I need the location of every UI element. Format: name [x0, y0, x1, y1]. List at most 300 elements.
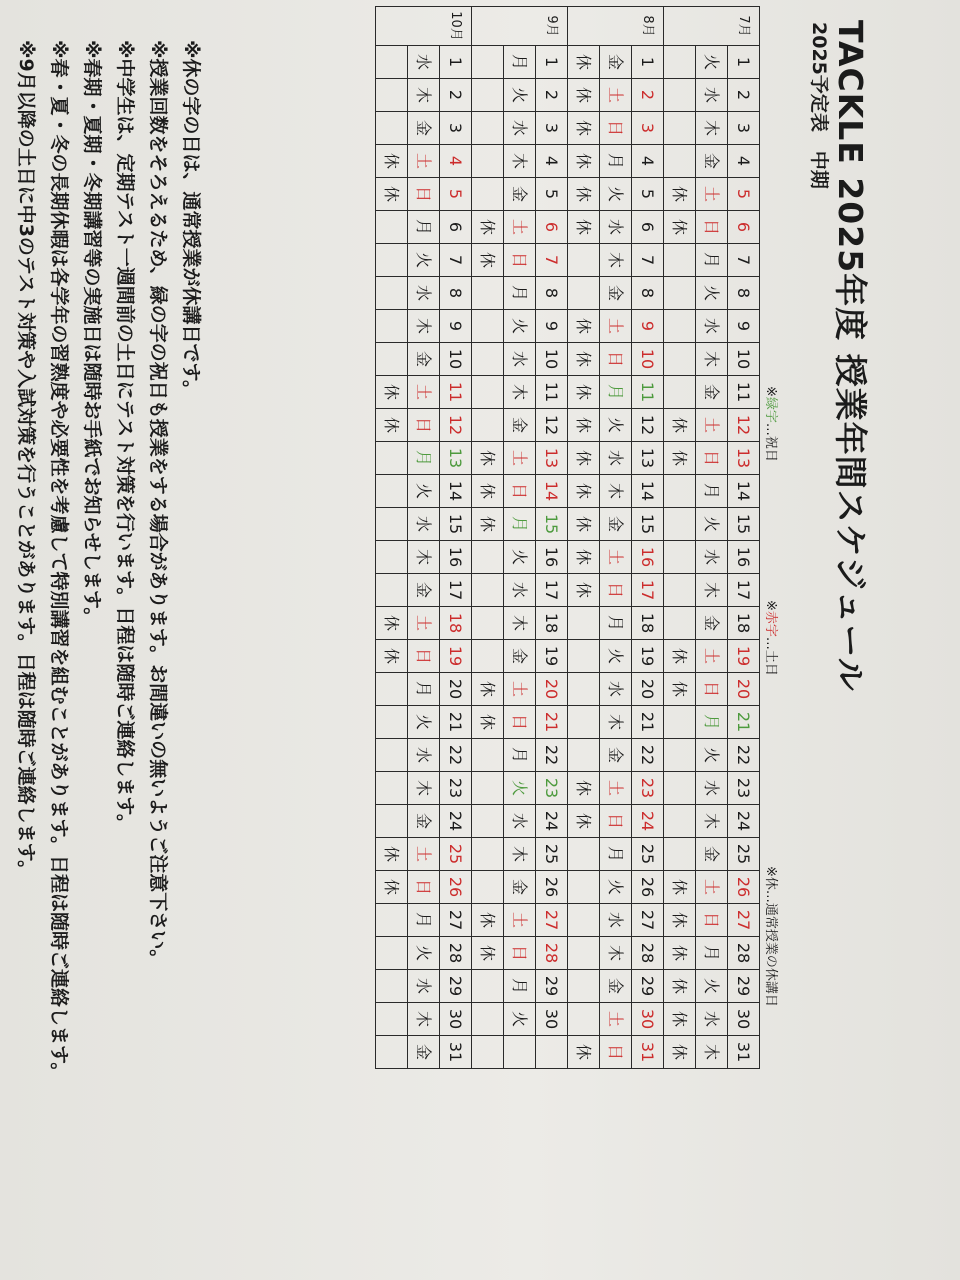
off-day-cell: [568, 706, 600, 739]
off-day-cell: 休: [664, 178, 696, 211]
weekday-cell: 土: [696, 178, 728, 211]
off-day-cell: 休: [376, 871, 408, 904]
date-cell: 3: [536, 112, 568, 145]
off-day-cell: 休: [664, 871, 696, 904]
month-label: 7月: [728, 7, 760, 46]
off-day-cell: [376, 79, 408, 112]
weekday-cell: 火: [696, 970, 728, 1003]
off-day-cell: [664, 508, 696, 541]
weekday-cell: 土: [504, 904, 536, 937]
off-day-cell: 休: [568, 112, 600, 145]
note-item: ※春・夏・冬の長期休暇は各学年の習熟度や必要性を考慮して特別講習を組むことがあります。日程は随時ご連絡します。: [48, 40, 70, 1082]
weekday-cell: 火: [504, 772, 536, 805]
weekday-cell: 月: [408, 442, 440, 475]
weekday-cell: 日: [696, 673, 728, 706]
off-day-cell: [472, 277, 504, 310]
weekday-cell: 日: [696, 904, 728, 937]
weekday-cell: 日: [408, 640, 440, 673]
off-day-cell: [472, 79, 504, 112]
month-row: [536, 7, 568, 1069]
date-cell: 2: [440, 79, 472, 112]
off-day-cell: 休: [568, 475, 600, 508]
off-day-cell: 休: [472, 475, 504, 508]
date-cell: 27: [632, 904, 664, 937]
date-cell: 7: [536, 244, 568, 277]
legend-suffix: …祝日: [763, 422, 778, 462]
weekday-cell: 水: [504, 574, 536, 607]
weekday-cell: 火: [696, 46, 728, 79]
weekday-cell: 水: [408, 739, 440, 772]
date-cell: 8: [440, 277, 472, 310]
off-day-cell: 休: [664, 904, 696, 937]
calendar-table: [375, 6, 760, 1069]
weekday-cell: 水: [696, 310, 728, 343]
weekday-cell: 木: [504, 145, 536, 178]
date-cell: 31: [440, 1036, 472, 1069]
legend-colored-text: 緑字: [763, 396, 778, 423]
month-label: 9月: [536, 7, 568, 46]
date-cell: 4: [728, 145, 760, 178]
date-cell: 31: [632, 1036, 664, 1069]
date-cell: 19: [728, 640, 760, 673]
legend-prefix: ※: [763, 866, 778, 877]
date-cell: 15: [536, 508, 568, 541]
date-cell: 18: [536, 607, 568, 640]
date-cell: 21: [536, 706, 568, 739]
off-day-cell: [376, 541, 408, 574]
off-day-cell: [472, 607, 504, 640]
date-cell: 9: [728, 310, 760, 343]
weekday-cell: 木: [408, 79, 440, 112]
off-day-cell: 休: [376, 409, 408, 442]
weekday-cell: 水: [696, 1003, 728, 1036]
weekday-cell: 金: [696, 145, 728, 178]
legend-suffix: …土日: [763, 636, 778, 676]
note-item: ※春期・夏期・冬期講習等の実施日は随時お手紙でお知らせします。: [81, 40, 103, 627]
weekday-cell: 月: [696, 937, 728, 970]
date-cell: 8: [728, 277, 760, 310]
date-cell: 8: [632, 277, 664, 310]
weekday-cell: 水: [696, 79, 728, 112]
off-day-cell: 休: [568, 178, 600, 211]
date-cell: 30: [632, 1003, 664, 1036]
weekday-cell: 木: [600, 706, 632, 739]
off-day-cell: 休: [568, 574, 600, 607]
weekday-cell: 日: [504, 475, 536, 508]
off-day-cell: 休: [568, 376, 600, 409]
off-day-cell: [376, 112, 408, 145]
date-cell: 28: [632, 937, 664, 970]
date-cell: 22: [536, 739, 568, 772]
weekday-cell: 水: [600, 673, 632, 706]
off-day-cell: 休: [568, 772, 600, 805]
date-cell: 21: [728, 706, 760, 739]
off-day-cell: 休: [664, 1036, 696, 1069]
date-cell: 5: [632, 178, 664, 211]
date-cell: 16: [440, 541, 472, 574]
date-cell: 21: [440, 706, 472, 739]
date-cell: 24: [632, 805, 664, 838]
off-day-cell: 休: [568, 541, 600, 574]
month-row: [440, 7, 472, 1069]
off-day-cell: [472, 574, 504, 607]
off-day-cell: 休: [568, 79, 600, 112]
date-cell: 4: [632, 145, 664, 178]
off-day-cell: [664, 805, 696, 838]
off-day-cell: 休: [568, 508, 600, 541]
off-day-cell: 休: [664, 640, 696, 673]
weekday-cell: 月: [600, 838, 632, 871]
weekday-cell: 金: [600, 970, 632, 1003]
date-cell: 14: [728, 475, 760, 508]
date-cell: 26: [728, 871, 760, 904]
weekday-cell: 月: [696, 706, 728, 739]
off-day-cell: [664, 343, 696, 376]
weekday-cell: 水: [408, 508, 440, 541]
weekday-cell: 金: [600, 277, 632, 310]
date-cell: 7: [440, 244, 472, 277]
weekday-cell: 火: [408, 244, 440, 277]
off-day-cell: [568, 1003, 600, 1036]
page-title: TACKLE 2025年度 授業年間スケジュール: [831, 20, 870, 692]
date-cell: 25: [728, 838, 760, 871]
weekday-cell: 日: [504, 706, 536, 739]
off-day-cell: [664, 475, 696, 508]
off-day-cell: 休: [376, 178, 408, 211]
weekday-cell: 日: [408, 178, 440, 211]
off-day-cell: [472, 409, 504, 442]
weekday-cell: 金: [504, 178, 536, 211]
weekday-cell: 金: [408, 805, 440, 838]
weekday-cell: 日: [696, 211, 728, 244]
date-cell: 29: [440, 970, 472, 1003]
weekday-cell: 月: [504, 277, 536, 310]
off-day-cell: [664, 145, 696, 178]
date-cell: 1: [440, 46, 472, 79]
weekday-cell: 日: [504, 244, 536, 277]
date-cell: 6: [728, 211, 760, 244]
off-day-cell: 休: [568, 442, 600, 475]
date-cell: 1: [536, 46, 568, 79]
weekday-cell: 水: [600, 904, 632, 937]
off-day-cell: 休: [376, 607, 408, 640]
off-day-cell: 休: [664, 1003, 696, 1036]
date-cell: 2: [632, 79, 664, 112]
date-cell: 16: [536, 541, 568, 574]
weekday-cell: 水: [504, 805, 536, 838]
off-day-cell: [376, 574, 408, 607]
off-day-cell: [376, 673, 408, 706]
date-cell: 29: [632, 970, 664, 1003]
weekday-cell: 木: [504, 607, 536, 640]
off-day-cell: [376, 310, 408, 343]
month-label-spacer: [376, 7, 408, 46]
date-cell: 27: [536, 904, 568, 937]
date-cell: 9: [632, 310, 664, 343]
weekday-cell: 火: [408, 706, 440, 739]
weekday-cell: 火: [504, 1003, 536, 1036]
date-cell: 28: [536, 937, 568, 970]
off-day-cell: [472, 772, 504, 805]
weekday-cell: 金: [696, 838, 728, 871]
date-cell: 5: [440, 178, 472, 211]
weekday-cell: 日: [408, 409, 440, 442]
off-day-cell: [472, 1003, 504, 1036]
month-row: [504, 7, 536, 1069]
weekday-cell: 火: [408, 475, 440, 508]
date-cell: 3: [728, 112, 760, 145]
note-item: ※授業回数をそろえるため、緑の字の祝日も授業をする場合があります。お間違いの無いようご注意下さい。: [147, 40, 169, 969]
weekday-cell: 水: [600, 442, 632, 475]
date-cell: 20: [632, 673, 664, 706]
date-cell: 17: [728, 574, 760, 607]
weekday-cell: 月: [696, 475, 728, 508]
weekday-cell: 月: [600, 145, 632, 178]
weekday-cell: 金: [408, 1036, 440, 1069]
date-cell: 7: [728, 244, 760, 277]
date-cell: 16: [728, 541, 760, 574]
date-cell: 13: [536, 442, 568, 475]
month-label-spacer: [472, 7, 504, 46]
date-cell: 13: [440, 442, 472, 475]
empty-cell: [472, 1036, 504, 1069]
weekday-cell: 日: [696, 442, 728, 475]
off-day-cell: 休: [376, 838, 408, 871]
date-cell: 26: [536, 871, 568, 904]
date-cell: 13: [728, 442, 760, 475]
off-day-cell: [376, 706, 408, 739]
weekday-cell: 月: [408, 904, 440, 937]
date-cell: 30: [440, 1003, 472, 1036]
weekday-cell: 木: [408, 310, 440, 343]
off-day-cell: [472, 376, 504, 409]
weekday-cell: 金: [504, 409, 536, 442]
legend-off-day: [763, 866, 782, 1007]
date-cell: 19: [440, 640, 472, 673]
date-cell: 23: [536, 772, 568, 805]
weekday-cell: 土: [504, 673, 536, 706]
off-day-cell: [568, 937, 600, 970]
date-cell: 31: [728, 1036, 760, 1069]
off-day-cell: [568, 277, 600, 310]
weekday-cell: 木: [600, 244, 632, 277]
legend-holiday: [763, 386, 782, 462]
weekday-cell: 月: [600, 376, 632, 409]
weekday-cell: 土: [600, 79, 632, 112]
off-day-cell: 休: [568, 343, 600, 376]
off-day-cell: [664, 574, 696, 607]
weekday-cell: 日: [600, 112, 632, 145]
weekday-cell: 水: [696, 541, 728, 574]
month-label: 10月: [440, 7, 472, 46]
date-cell: 10: [440, 343, 472, 376]
off-day-cell: 休: [568, 310, 600, 343]
off-day-cell: [376, 1003, 408, 1036]
date-cell: 8: [536, 277, 568, 310]
month-row: [632, 7, 664, 1069]
date-cell: 4: [536, 145, 568, 178]
weekday-cell: 土: [696, 409, 728, 442]
off-day-cell: 休: [568, 409, 600, 442]
off-day-cell: [376, 211, 408, 244]
off-day-cell: 休: [472, 442, 504, 475]
off-day-cell: 休: [472, 937, 504, 970]
off-day-cell: 休: [664, 442, 696, 475]
date-cell: 14: [632, 475, 664, 508]
off-day-cell: [664, 310, 696, 343]
date-cell: 13: [632, 442, 664, 475]
off-day-cell: [376, 508, 408, 541]
off-day-cell: [664, 739, 696, 772]
weekday-cell: 木: [696, 343, 728, 376]
weekday-cell: 水: [504, 112, 536, 145]
off-day-cell: 休: [568, 1036, 600, 1069]
off-day-cell: [472, 739, 504, 772]
weekday-cell: 日: [600, 1036, 632, 1069]
page-subtitle: 2025予定表 中期: [808, 22, 830, 189]
off-day-cell: 休: [568, 46, 600, 79]
date-cell: 17: [536, 574, 568, 607]
off-day-cell: 休: [664, 970, 696, 1003]
off-day-cell: 休: [472, 508, 504, 541]
weekday-cell: 金: [408, 112, 440, 145]
legend-colored-text: 赤字: [763, 610, 778, 637]
off-day-cell: [376, 970, 408, 1003]
off-day-cell: 休: [472, 244, 504, 277]
weekday-cell: 木: [504, 838, 536, 871]
off-day-cell: [376, 442, 408, 475]
off-day-cell: [472, 112, 504, 145]
off-day-cell: [472, 145, 504, 178]
off-day-cell: [664, 706, 696, 739]
date-cell: 24: [440, 805, 472, 838]
month-label-spacer: [568, 7, 600, 46]
off-day-cell: 休: [472, 211, 504, 244]
month-label-spacer: [504, 7, 536, 46]
date-cell: 19: [536, 640, 568, 673]
weekday-cell: 火: [504, 310, 536, 343]
weekday-cell: 土: [408, 145, 440, 178]
off-day-cell: [472, 838, 504, 871]
weekday-cell: 土: [408, 376, 440, 409]
weekday-cell: 火: [600, 871, 632, 904]
date-cell: 2: [728, 79, 760, 112]
off-day-cell: [664, 112, 696, 145]
date-cell: 20: [728, 673, 760, 706]
off-day-cell: [472, 805, 504, 838]
month-row: [568, 7, 600, 1069]
weekday-cell: 火: [600, 409, 632, 442]
off-day-cell: 休: [664, 673, 696, 706]
off-day-cell: [664, 541, 696, 574]
weekday-cell: 金: [600, 508, 632, 541]
note-item: ※9月以降の土日に中3のテスト対策や入試対策を行うことがあります。日程は随時ご連絡します。: [15, 40, 37, 880]
off-day-cell: [472, 640, 504, 673]
date-cell: 24: [728, 805, 760, 838]
date-cell: 22: [728, 739, 760, 772]
date-cell: 29: [728, 970, 760, 1003]
weekday-cell: 金: [696, 607, 728, 640]
date-cell: 20: [440, 673, 472, 706]
weekday-cell: 土: [600, 310, 632, 343]
weekday-cell: 日: [504, 937, 536, 970]
off-day-cell: 休: [664, 937, 696, 970]
off-day-cell: [664, 46, 696, 79]
date-cell: 6: [632, 211, 664, 244]
off-day-cell: 休: [376, 640, 408, 673]
off-day-cell: [376, 46, 408, 79]
off-day-cell: [664, 376, 696, 409]
off-day-cell: 休: [664, 409, 696, 442]
off-day-cell: 休: [568, 211, 600, 244]
weekday-cell: 月: [408, 673, 440, 706]
off-day-cell: [568, 970, 600, 1003]
note-item: ※中学生は、定期テスト一週間前の土日にテスト対策を行います。日程は随時ご連絡します。: [114, 40, 136, 833]
weekday-cell: 土: [408, 838, 440, 871]
weekday-cell: 水: [600, 211, 632, 244]
date-cell: 14: [536, 475, 568, 508]
weekday-cell: 木: [504, 376, 536, 409]
weekday-cell: 木: [696, 112, 728, 145]
off-day-cell: [376, 772, 408, 805]
date-cell: 10: [632, 343, 664, 376]
weekday-cell: 木: [600, 475, 632, 508]
weekday-cell: 月: [504, 970, 536, 1003]
off-day-cell: [664, 772, 696, 805]
weekday-cell: 月: [504, 46, 536, 79]
off-day-cell: [376, 937, 408, 970]
off-day-cell: [472, 310, 504, 343]
date-cell: 17: [632, 574, 664, 607]
date-cell: 12: [536, 409, 568, 442]
off-day-cell: 休: [664, 211, 696, 244]
date-cell: 21: [632, 706, 664, 739]
weekday-cell: 月: [504, 739, 536, 772]
legend-prefix: ※: [763, 386, 778, 397]
weekday-cell: 日: [408, 871, 440, 904]
off-day-cell: [376, 343, 408, 376]
off-day-cell: [376, 904, 408, 937]
date-cell: 24: [536, 805, 568, 838]
off-day-cell: [472, 46, 504, 79]
weekday-cell: 月: [600, 607, 632, 640]
off-day-cell: [472, 871, 504, 904]
weekday-cell: 土: [408, 607, 440, 640]
date-cell: 5: [536, 178, 568, 211]
weekday-cell: 日: [600, 343, 632, 376]
off-day-cell: 休: [472, 706, 504, 739]
weekday-cell: 金: [600, 46, 632, 79]
weekday-cell: 土: [696, 871, 728, 904]
off-day-cell: [568, 673, 600, 706]
off-day-cell: [568, 871, 600, 904]
date-cell: 10: [536, 343, 568, 376]
date-cell: 26: [632, 871, 664, 904]
month-label: 8月: [632, 7, 664, 46]
month-row: [664, 7, 696, 1069]
weekday-cell: 土: [600, 541, 632, 574]
weekday-cell: 金: [408, 343, 440, 376]
weekday-cell: 金: [408, 574, 440, 607]
off-day-cell: [472, 541, 504, 574]
date-cell: 15: [440, 508, 472, 541]
date-cell: 11: [632, 376, 664, 409]
date-cell: 18: [440, 607, 472, 640]
off-day-cell: [664, 607, 696, 640]
date-cell: 20: [536, 673, 568, 706]
date-cell: 23: [632, 772, 664, 805]
weekday-cell: 土: [600, 1003, 632, 1036]
